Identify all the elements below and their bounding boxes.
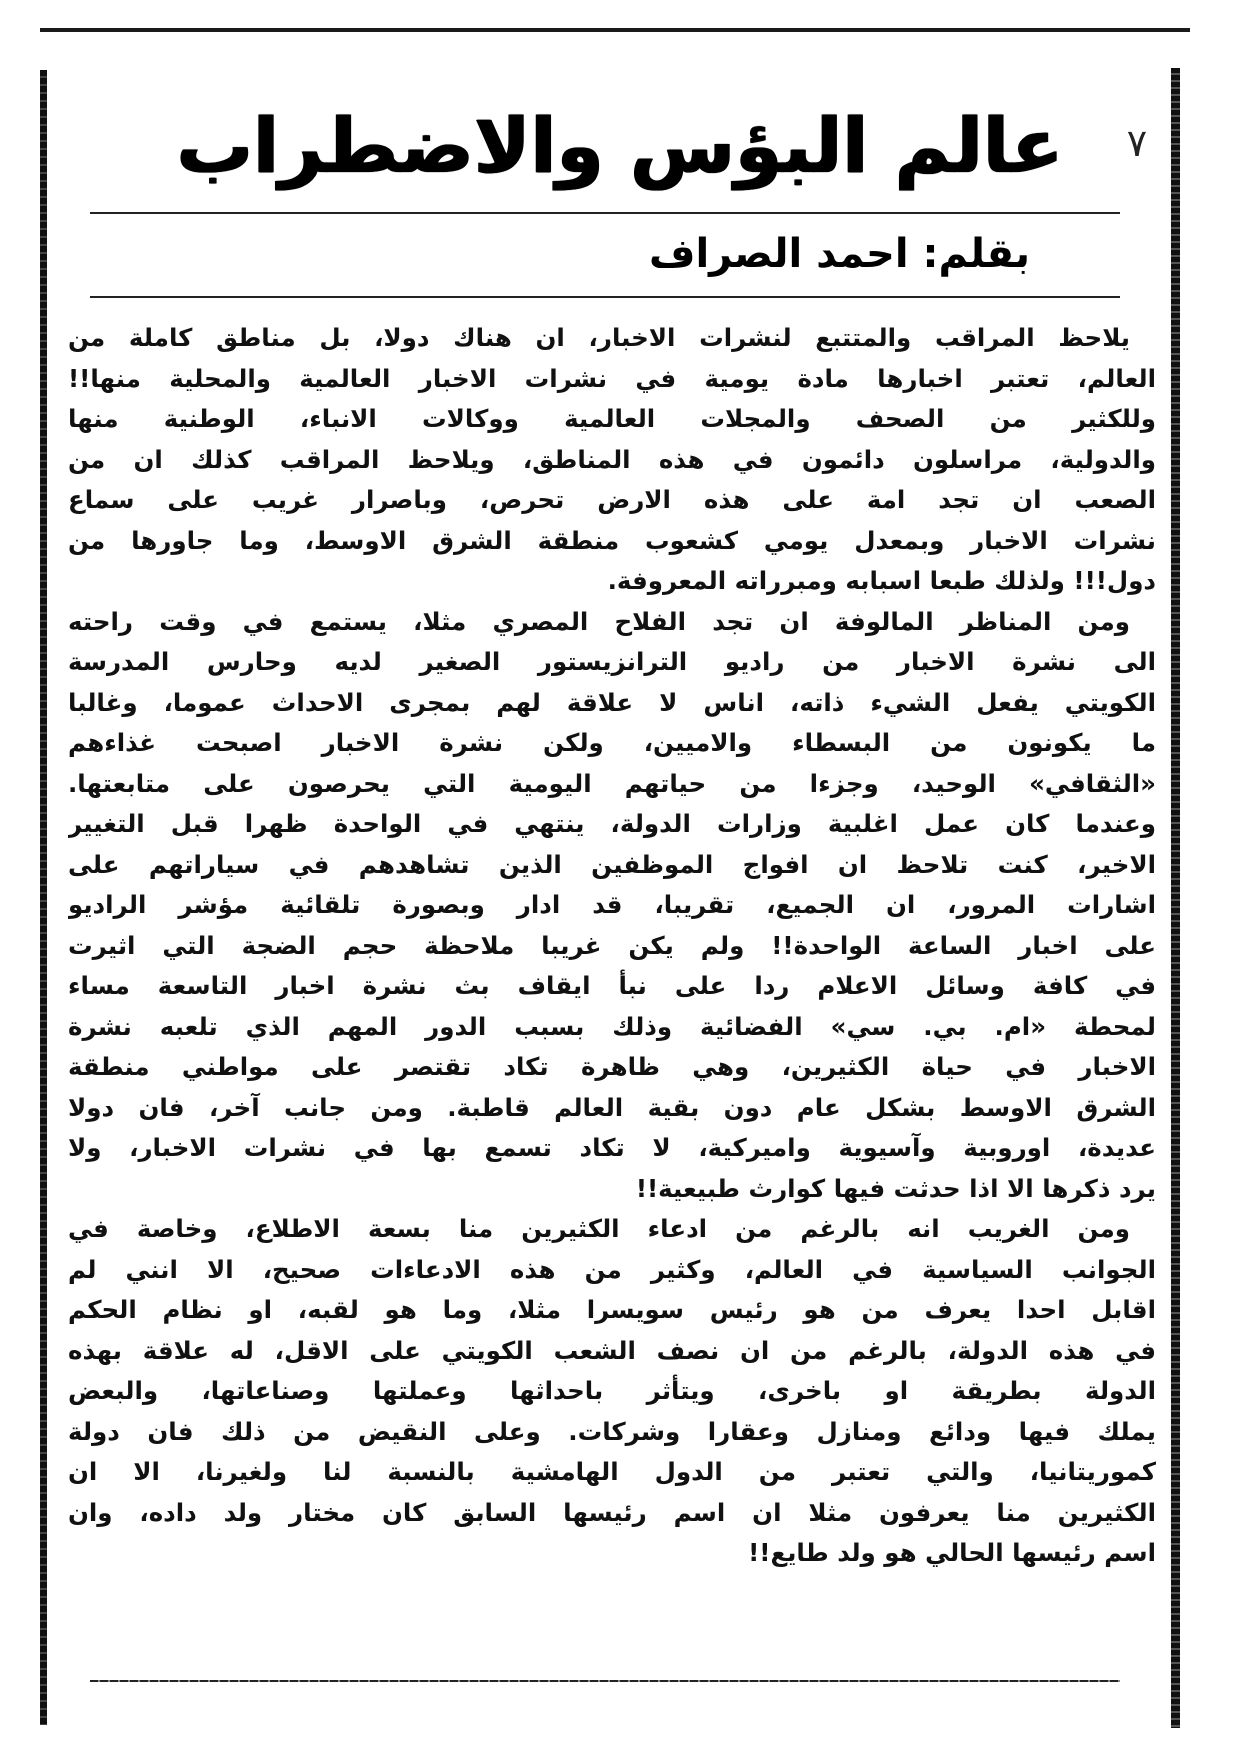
page-mark: ٧ — [1126, 121, 1148, 165]
article-line: الاخير، كنت تلاحظ ان افواج الموظفين الذين تشاهدهم في سياراتهم على — [68, 849, 1156, 879]
article-line: ما يكونون من البسطاء والاميين، ولكن نشرة الاخبار اصبحت غذاءهم — [68, 728, 1156, 757]
article-body — [68, 318, 1156, 1648]
article-line: يرد ذكرها الا اذا حدثت فيها كوارث طبيعية!! — [635, 1173, 1156, 1203]
article-line: الدولة بطريقة او باخرى، ويتأثر باحداثها وعملتها وصناعاتها، والبعض — [68, 1376, 1156, 1405]
headline-divider — [90, 212, 1120, 214]
article-line: الصعب ان تجد امة على هذه الارض تحرص، وباصرار غريب على سماع — [68, 485, 1156, 514]
article-line: دول!!! ولذلك طبعا اسبابه ومبرراته المعروفة. — [607, 566, 1156, 595]
article-line: ومن الغريب انه بالرغم من ادعاء الكثيرين منا بسعة الاطلاع، وخاصة في — [68, 1214, 1130, 1243]
article-line: اشارات المرور، ان الجميع، تقريبا، قد ادار وبصورة تلقائية مؤشر الراديو — [68, 890, 1156, 919]
article-line: والدولية، مراسلون دائمون في هذه المناطق، ويلاحظ المراقب كذلك ان من — [68, 444, 1156, 474]
right-column-border — [1171, 68, 1180, 1728]
article-line: الكثيرين منا يعرفون مثلا ان اسم رئيسها السابق كان مختار ولد داده، وان — [68, 1497, 1156, 1527]
article-line: عديدة، اوروبية وآسيوية واميركية، لا تكاد تسمع بها في نشرات الاخبار، ولا — [68, 1133, 1156, 1162]
article-line: ومن المناظر المالوفة ان تجد الفلاح المصري مثلا، يستمع في وقت راحته — [68, 606, 1130, 636]
bottom-rule — [90, 1680, 1120, 1682]
article-line: يملك فيها ودائع ومنازل وعقارا وشركات. وعلى النقيض من ذلك فان دولة — [68, 1416, 1156, 1446]
top-rule — [40, 28, 1190, 32]
byline: بقلم: احمد الصراف — [648, 231, 1030, 277]
article-line: «الثقافي» الوحيد، وجزءا من حياتهم اليومية التي يحرصون على متابعتها. — [68, 768, 1156, 798]
article-line: نشرات الاخبار وبمعدل يومي كشعوب منطقة الشرق الاوسط، وما جاورها من — [68, 525, 1156, 555]
article-line: الى نشرة الاخبار من راديو الترانزيستور الصغير لديه وحارس المدرسة — [68, 647, 1156, 676]
article-line: على اخبار الساعة الواحدة!! ولم يكن غريبا ملاحظة حجم الضجة التي اثيرت — [68, 930, 1156, 960]
article-line: يلاحظ المراقب والمتتبع لنشرات الاخبار، ان هناك دولا، بل مناطق كاملة من — [68, 323, 1130, 352]
headline: عالم البؤس والاضطراب — [176, 101, 1064, 190]
article-line: وللكثير من الصحف والمجلات العالمية ووكالات الانباء، الوطنية منها — [68, 404, 1156, 433]
article-line: في هذه الدولة، بالرغم من ان نصف الشعب الكويتي على الاقل، له علاقة بهذه — [68, 1335, 1156, 1365]
article-line: في كافة وسائل الاعلام ردا على نبأ ايقاف بث نشرة اخبار التاسعة مساء — [68, 971, 1156, 1000]
article-line: الجوانب السياسية في العالم، وكثير من هذه الادعاءات صحيح، الا انني لم — [68, 1254, 1156, 1284]
left-column-border — [40, 70, 47, 1725]
article-line: وعندما كان عمل اغلبية وزارات الدولة، ينتهي في الواحدة ظهرا قبل التغيير — [68, 809, 1156, 838]
article-line: لمحطة «ام. بي. سي» الفضائية وذلك بسبب الدور المهم الذي تلعبه نشرة — [68, 1011, 1156, 1041]
byline-divider — [90, 296, 1120, 298]
article-line: اقابل احدا يعرف من هو رئيس سويسرا مثلا، وما هو لقبه، او نظام الحكم — [68, 1295, 1156, 1324]
article-line: العالم، تعتبر اخبارها مادة يومية في نشرات الاخبار العالمية والمحلية منها!! — [68, 363, 1156, 393]
article-line: الكويتي يفعل الشيء ذاته، اناس لا علاقة لهم بمجرى الاحداث عموما، وغالبا — [68, 687, 1156, 717]
article-line: اسم رئيسها الحالي هو ولد طايع!! — [748, 1538, 1156, 1567]
article-line: كموريتانيا، والتي تعتبر من الدول الهامشية بالنسبة لنا ولغيرنا، الا ان — [68, 1457, 1156, 1486]
article-line: الشرق الاوسط بشكل عام دون بقية العالم قاطبة. ومن جانب آخر، فان دولا — [68, 1092, 1156, 1122]
article-line: الاخبار في حياة الكثيرين، وهي ظاهرة تكاد تقتصر على مواطني منطقة — [68, 1052, 1156, 1081]
